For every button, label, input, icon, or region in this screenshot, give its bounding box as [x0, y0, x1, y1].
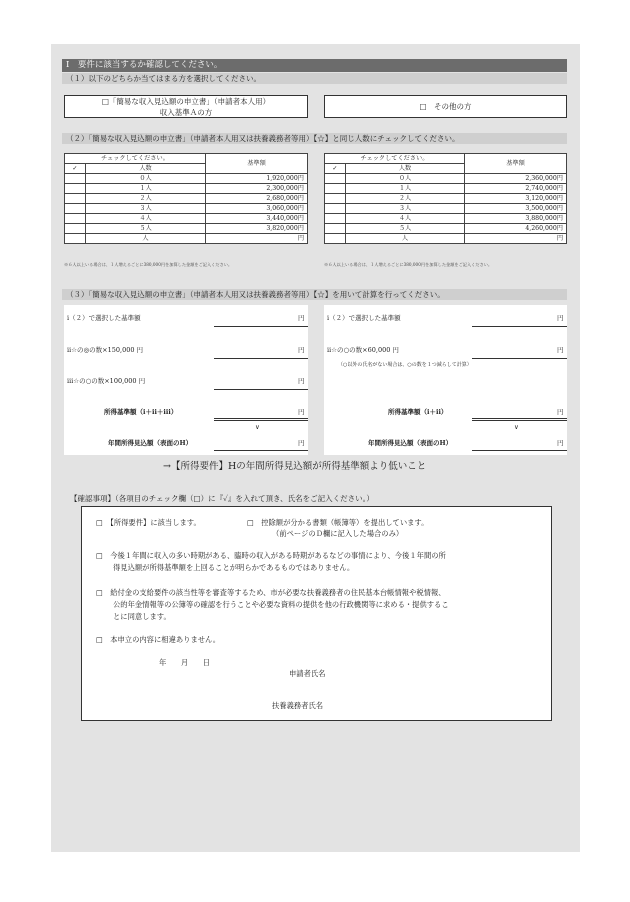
left-ii-line: [214, 358, 308, 359]
row-amount: 円: [206, 234, 308, 244]
table-row: [325, 204, 567, 214]
calc-panel-left: [64, 305, 308, 455]
row-check-cell[interactable]: [65, 214, 86, 224]
row-amount: 3,120,000円: [465, 194, 567, 204]
row-amount: 4,260,000円: [465, 224, 567, 234]
choice-a-line2: 収入基準Ａの方: [159, 108, 213, 117]
table-row: [325, 194, 567, 204]
right-annual-label: 年間所得見込額（表面のH）: [368, 439, 453, 447]
row-check-cell[interactable]: [325, 194, 346, 204]
income-requirement-statement: →【所得要件】Hの年間所得見込額が所得基準額より低いこと: [163, 461, 427, 472]
left-annual-label: 年間所得見込額（表面のH）: [108, 439, 193, 447]
confirm-header: 【確認事項】（各項目のチェック欄（□）に『✓』を入れて頂き、氏名をご記入ください。）: [70, 494, 374, 503]
confirm-deduction-docs-note: （前ページのＤ欄に記入した場合のみ）: [272, 529, 404, 538]
calc-panel-right: [324, 305, 567, 455]
row-amount: 3,500,000円: [465, 204, 567, 214]
row-check-cell[interactable]: [65, 204, 86, 214]
row-people: ４人: [86, 214, 206, 224]
base-amount-table-right: [324, 153, 567, 244]
table-row: [65, 184, 308, 194]
right-vee: ∨: [514, 423, 519, 431]
check-mark-header: ✓: [65, 164, 86, 174]
row-people: ０人: [346, 174, 465, 184]
left-iii-line: [214, 389, 308, 390]
right-ii-yen[interactable]: 円: [557, 346, 564, 354]
row-amount: 円: [465, 234, 567, 244]
base-header: 基準額: [465, 154, 567, 174]
row-check-cell[interactable]: [65, 234, 86, 244]
row-people: ４人: [346, 214, 465, 224]
table-row: [325, 234, 567, 244]
row-people: ３人: [346, 204, 465, 214]
confirm-box: [81, 506, 552, 721]
left-iii-yen[interactable]: 円: [298, 377, 305, 385]
row-amount: 3,440,000円: [206, 214, 308, 224]
confirm-deduction-docs-checkbox[interactable]: □ 控除額が分かる書類（帳簿等）を提出しています。: [247, 518, 429, 527]
section-title: Ⅰ 要件に該当するか確認してください。: [62, 59, 567, 72]
row-check-cell[interactable]: [65, 224, 86, 234]
row-check-cell[interactable]: [325, 234, 346, 244]
left-total-yen[interactable]: 円: [298, 408, 305, 416]
left-annual-yen[interactable]: 円: [298, 439, 305, 447]
right-i-line: [472, 326, 567, 327]
confirm-no-excess-line2: 得見込額が所得基準額を上回ることが明らかであるものではありません。: [113, 563, 355, 572]
left-total-label: 所得基準額（ⅰ＋ⅱ＋ⅲ）: [104, 408, 178, 416]
q1-instruction: （１）以下のどちらか当てはまる方を選択してください。: [62, 73, 567, 84]
check-header: チェックしてください。: [65, 154, 206, 164]
check-header: チェックしてください。: [325, 154, 465, 164]
row-people: ３人: [86, 204, 206, 214]
row-amount: 2,360,000円: [465, 174, 567, 184]
row-amount: 1,920,000円: [206, 174, 308, 184]
row-check-cell[interactable]: [325, 184, 346, 194]
table-row: [325, 184, 567, 194]
right-i-label: ⅰ（２）で選択した基準額: [327, 314, 401, 322]
row-check-cell[interactable]: [325, 224, 346, 234]
table-row: [65, 204, 308, 214]
row-people: ２人: [346, 194, 465, 204]
row-check-cell[interactable]: [65, 184, 86, 194]
base-amount-table-left: [64, 153, 308, 244]
left-ii-yen[interactable]: 円: [298, 346, 305, 354]
row-people: 人: [346, 234, 465, 244]
left-i-yen[interactable]: 円: [298, 314, 305, 322]
row-check-cell[interactable]: [325, 174, 346, 184]
confirm-income-requirement-checkbox[interactable]: □ 【所得要件】に該当します。: [96, 518, 201, 527]
choice-income-standard-a[interactable]: [64, 95, 308, 118]
table-row: [325, 174, 567, 184]
row-amount: 2,680,000円: [206, 194, 308, 204]
choice-b-label: □ その他の方: [419, 102, 472, 111]
right-i-yen[interactable]: 円: [557, 314, 564, 322]
row-people: ０人: [86, 174, 206, 184]
supporter-name-label: 扶養義務者氏名: [272, 701, 324, 710]
row-amount: 3,060,000円: [206, 204, 308, 214]
row-check-cell[interactable]: [325, 214, 346, 224]
row-check-cell[interactable]: [325, 204, 346, 214]
confirm-consent-checkbox[interactable]: □ 給付金の支給要件の該当性等を審査等するため、市が必要な扶養義務者の住民基本台帳情報や税情報、: [96, 588, 446, 597]
right-annual-line: [472, 450, 567, 451]
left-i-line: [214, 326, 308, 327]
right-table-note: ※６人以上いる場合は、１人増えるごとに380,000円を加算した金額をご記入ください。: [324, 262, 493, 267]
right-ii-line: [472, 358, 567, 359]
row-amount: 2,300,000円: [206, 184, 308, 194]
row-amount: 2,740,000円: [465, 184, 567, 194]
table-row: [65, 234, 308, 244]
check-mark-header: ✓: [325, 164, 346, 174]
left-table-note: ※６人以上いる場合は、１人増えるごとに380,000円を加算した金額をご記入ください。: [64, 262, 233, 267]
row-people: ５人: [346, 224, 465, 234]
table-row: [65, 174, 308, 184]
row-people: 人: [86, 234, 206, 244]
confirm-consent-line2: 公的年金情報等の公簿等の確認を行うことや必要な資料の提供を他の行政機関等に求める・提供するこ: [113, 600, 449, 609]
table-row: [325, 224, 567, 234]
q3-instruction: （３）「簡易な収入見込額の申立書」（申請者本人用又は扶養義務者等用）【☆】を用いて計算を行ってください。: [62, 289, 567, 300]
right-total-yen[interactable]: 円: [557, 408, 564, 416]
date-field[interactable]: 年 月 日: [159, 658, 211, 667]
table-row: [65, 224, 308, 234]
right-annual-yen[interactable]: 円: [557, 439, 564, 447]
right-ii-note: （○以外の氏名がない場合は、○の数を１つ減らして計算）: [338, 362, 472, 368]
left-iii-label: ⅲ☆の○の数×100,000 円: [67, 377, 146, 385]
row-people: １人: [346, 184, 465, 194]
row-check-cell[interactable]: [65, 174, 86, 184]
applicant-name-label: 申請者氏名: [289, 669, 326, 678]
confirm-truthful-checkbox[interactable]: □ 本申立の内容に相違ありません。: [96, 635, 221, 644]
row-people: ２人: [86, 194, 206, 204]
table-row: [65, 214, 308, 224]
people-header: 人数: [346, 164, 465, 174]
confirm-consent-line3: とに同意します。: [113, 612, 171, 621]
left-ii-label: ⅱ☆の◎の数×150,000 円: [67, 346, 144, 354]
left-total-line: [214, 418, 308, 421]
choice-a-line1: □「簡易な収入見込額の申立書」（申請者本人用）: [101, 97, 271, 106]
choice-other[interactable]: [324, 95, 567, 118]
left-annual-line: [214, 450, 308, 451]
confirm-no-excess-checkbox[interactable]: □ 今後１年間に収入の多い時期がある、臨時の収入がある時期があるなどの事情により、今後１年間の所: [96, 551, 446, 560]
right-total-label: 所得基準額（ⅰ＋ⅱ）: [388, 408, 448, 416]
right-ii-label: ⅱ☆の○の数×60,000 円: [327, 346, 399, 354]
people-header: 人数: [86, 164, 206, 174]
row-amount: 3,880,000円: [465, 214, 567, 224]
q2-instruction: （２）「簡易な収入見込額の申立書」（申請者本人用又は扶養義務者等用）【☆】と同じ人数にチェックしてください。: [62, 133, 567, 144]
row-check-cell[interactable]: [65, 194, 86, 204]
row-people: １人: [86, 184, 206, 194]
left-vee: ∨: [255, 423, 260, 431]
left-i-label: ⅰ（２）で選択した基準額: [67, 314, 141, 322]
table-row: [325, 214, 567, 224]
row-amount: 3,820,000円: [206, 224, 308, 234]
row-people: ５人: [86, 224, 206, 234]
right-total-line: [472, 418, 567, 421]
table-row: [65, 194, 308, 204]
base-header: 基準額: [206, 154, 308, 174]
